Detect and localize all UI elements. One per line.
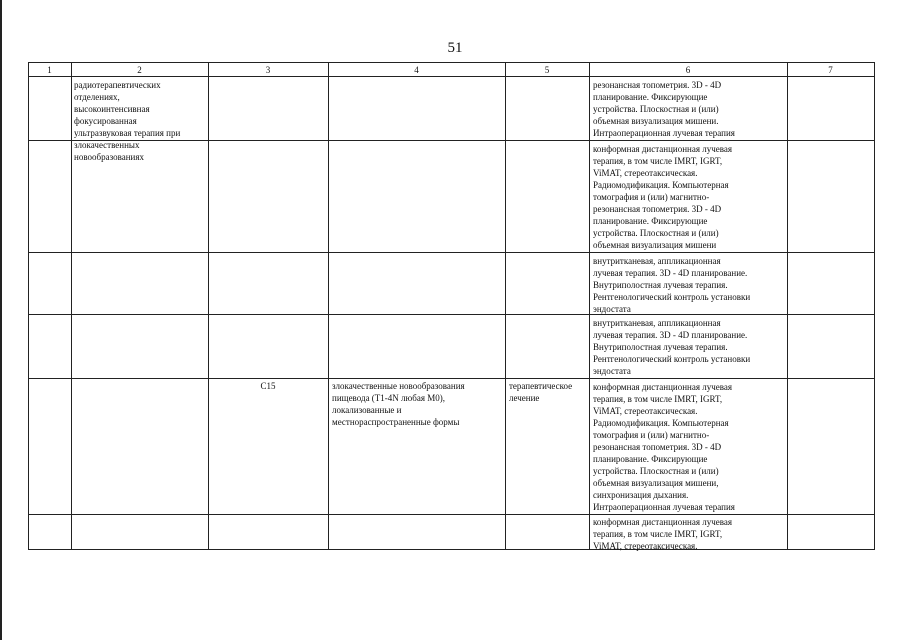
col-border — [71, 62, 72, 550]
header-col-6: 6 — [685, 65, 691, 75]
col-border — [787, 62, 788, 550]
col-border — [208, 62, 209, 550]
row-divider — [28, 514, 874, 515]
diagnosis-text: злокачественные новообразования пищевода (T1-4N любая M0), локализованные и местнораспространенные формы — [332, 381, 465, 427]
header-col-4: 4 — [414, 65, 419, 75]
treatment-method: внутритканевая, аппликационная лучевая терапия. 3D - 4D планирование. Внутриполостная лучевая терапия. Рентгенологический контроль установки эндостата — [593, 318, 751, 376]
treatment-method: резонансная топометрия. 3D - 4D планирование. Фиксирующие устройства. Плоскостная и (или) объемная визуализация мишени. Интраоперационная лучевая терапия — [593, 80, 735, 138]
col-border — [874, 62, 875, 550]
header-col-2: 2 — [137, 65, 142, 75]
icd-code: C15 — [260, 381, 276, 391]
row-divider — [28, 378, 874, 379]
treatment-method: конформная дистанционная лучевая терапия, в том числе IMRT, IGRT, ViMAT, стереотаксическая. Радиомодификация. Компьютерная томография и (или) магнитно- резонансная топометрия. 3D - 4D планирование. Фиксирующие устройства. Плоскостная и (или) объемная визуализация мишени, синхронизация дыхания. Интраоперационная лучевая терапия — [593, 382, 735, 512]
treatment-method: внутритканевая, аппликационная лучевая терапия. 3D - 4D планирование. Внутриполостная лучевая терапия. Рентгенологический контроль установки эндостата — [593, 256, 751, 314]
treatment-type: терапевтическое лечение — [509, 381, 573, 403]
page-number: 51 — [447, 40, 463, 56]
header-col-7: 7 — [828, 65, 833, 75]
col-border — [589, 62, 590, 550]
header-col-5: 5 — [544, 65, 550, 75]
page-left-edge — [0, 0, 2, 640]
treatment-method: конформная дистанционная лучевая терапия, в том числе IMRT, IGRT, ViMAT, стереотаксическая. Радиомодификация. Компьютерная томография и (или) магнитно- резонансная топометрия. 3D - 4D планирование. Фиксирующие устройства. Плоскостная и (или) объемная визуализация мишени — [593, 144, 732, 250]
header-col-1: 1 — [47, 65, 52, 75]
header-col-3: 3 — [265, 65, 271, 75]
col-border — [328, 62, 329, 550]
col-border — [28, 62, 29, 550]
row-divider — [28, 252, 874, 253]
col2-description: радиотерапевтических отделениях, высокоинтенсивная фокусированная ультразвуковая терапия при злокачественных новообразованиях — [74, 80, 181, 162]
col-border — [505, 62, 506, 550]
treatment-method: конформная дистанционная лучевая терапия, в том числе IMRT, IGRT, ViMAT, стереотаксическая. — [593, 517, 732, 551]
